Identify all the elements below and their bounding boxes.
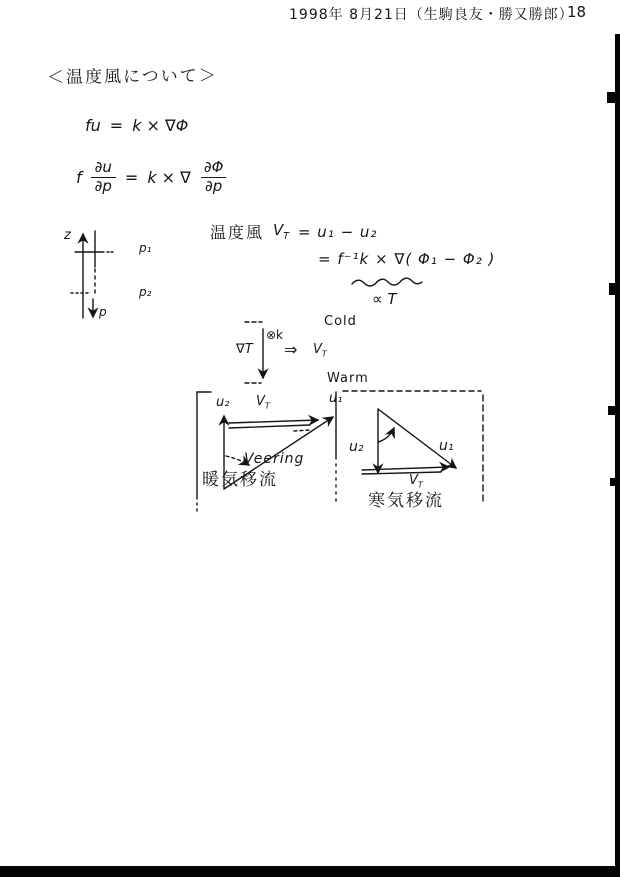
warm-label: Warm bbox=[327, 371, 369, 386]
pressure-level-2-label: p₂ bbox=[139, 285, 152, 299]
k-into-page-icon: ⊗k bbox=[266, 328, 284, 342]
scan-border-right bbox=[615, 34, 620, 877]
veering-u2-label: u₂ bbox=[216, 395, 230, 410]
eq3-vt-sub: T bbox=[283, 231, 289, 242]
eq2-fraction-dphi-dp bbox=[200, 160, 228, 195]
eq1-lhs: fu bbox=[85, 116, 101, 135]
equation-thermal-wind-differential bbox=[76, 160, 227, 195]
veering-vt-symbol bbox=[256, 394, 270, 411]
eq2-f: f bbox=[76, 167, 82, 187]
veering-vt-sub: T bbox=[264, 401, 270, 411]
eq1-equals: = bbox=[109, 116, 124, 135]
veering-vt-base: V bbox=[256, 394, 265, 409]
equation-thermal-wind-expanded: = f⁻¹k × ∇( Φ₁ − Φ₂ ) bbox=[318, 250, 496, 268]
pressure-level-1-label: p₁ bbox=[139, 241, 152, 255]
scan-border-notch-3 bbox=[608, 406, 616, 415]
veering-annotation: Veering bbox=[244, 451, 305, 467]
implies-arrow-icon: ⇒ bbox=[284, 340, 298, 359]
eq2-numerator-2: ∂Φ bbox=[203, 158, 224, 176]
backing-u1-label: u₁ bbox=[439, 438, 454, 454]
section-title: ＜温度風について＞ bbox=[46, 66, 218, 88]
eq2-denominator-2: ∂p bbox=[201, 177, 226, 195]
temperature-gradient-label: ∇T bbox=[236, 342, 253, 357]
warm-advection-caption: 暖気移流 bbox=[202, 470, 278, 490]
eq3-vt-base: V bbox=[273, 221, 284, 239]
eq1-rhs: k × ∇Φ bbox=[132, 116, 189, 135]
eq2-numerator-1: ∂u bbox=[94, 158, 112, 176]
z-axis-label: z bbox=[64, 228, 71, 243]
scan-border-bottom bbox=[0, 866, 620, 877]
eq2-equals: = bbox=[124, 167, 139, 187]
eq2-fraction-du-dp bbox=[91, 160, 116, 195]
veering-u1-label: u₁ bbox=[329, 391, 343, 406]
scan-border-notch-4 bbox=[610, 478, 616, 486]
backing-vt-base: V bbox=[409, 473, 418, 488]
header-date-authors: 1998年 8月21日（生駒良友・勝又勝郎） bbox=[289, 7, 574, 23]
scan-border-notch-2 bbox=[609, 283, 616, 295]
backing-u2-label: u₂ bbox=[349, 439, 364, 455]
eq3-line1-rhs: = u₁ − u₂ bbox=[297, 222, 378, 241]
gradient-vt-base: V bbox=[313, 342, 322, 357]
eq3-vt-symbol bbox=[273, 221, 289, 242]
equation-geostrophic bbox=[85, 116, 188, 135]
scan-border-notch-1 bbox=[607, 92, 616, 103]
eq3-label: 温度風 bbox=[210, 223, 265, 242]
eq2-middle: k × ∇ bbox=[147, 167, 191, 187]
p-axis-label: p bbox=[99, 305, 107, 319]
gradient-vt-sub: T bbox=[321, 349, 327, 359]
gradient-vt-symbol bbox=[313, 342, 327, 359]
eq2-denominator-1: ∂p bbox=[91, 177, 116, 195]
proportionality-note: ∝ T bbox=[372, 290, 397, 308]
page-number: 18 bbox=[567, 3, 587, 21]
backing-vt-sub: T bbox=[417, 480, 423, 490]
equation-thermal-wind-definition bbox=[210, 220, 377, 243]
cold-advection-caption: 寒気移流 bbox=[368, 491, 444, 511]
wavy-underline bbox=[352, 278, 422, 286]
cold-label: Cold bbox=[324, 314, 357, 329]
